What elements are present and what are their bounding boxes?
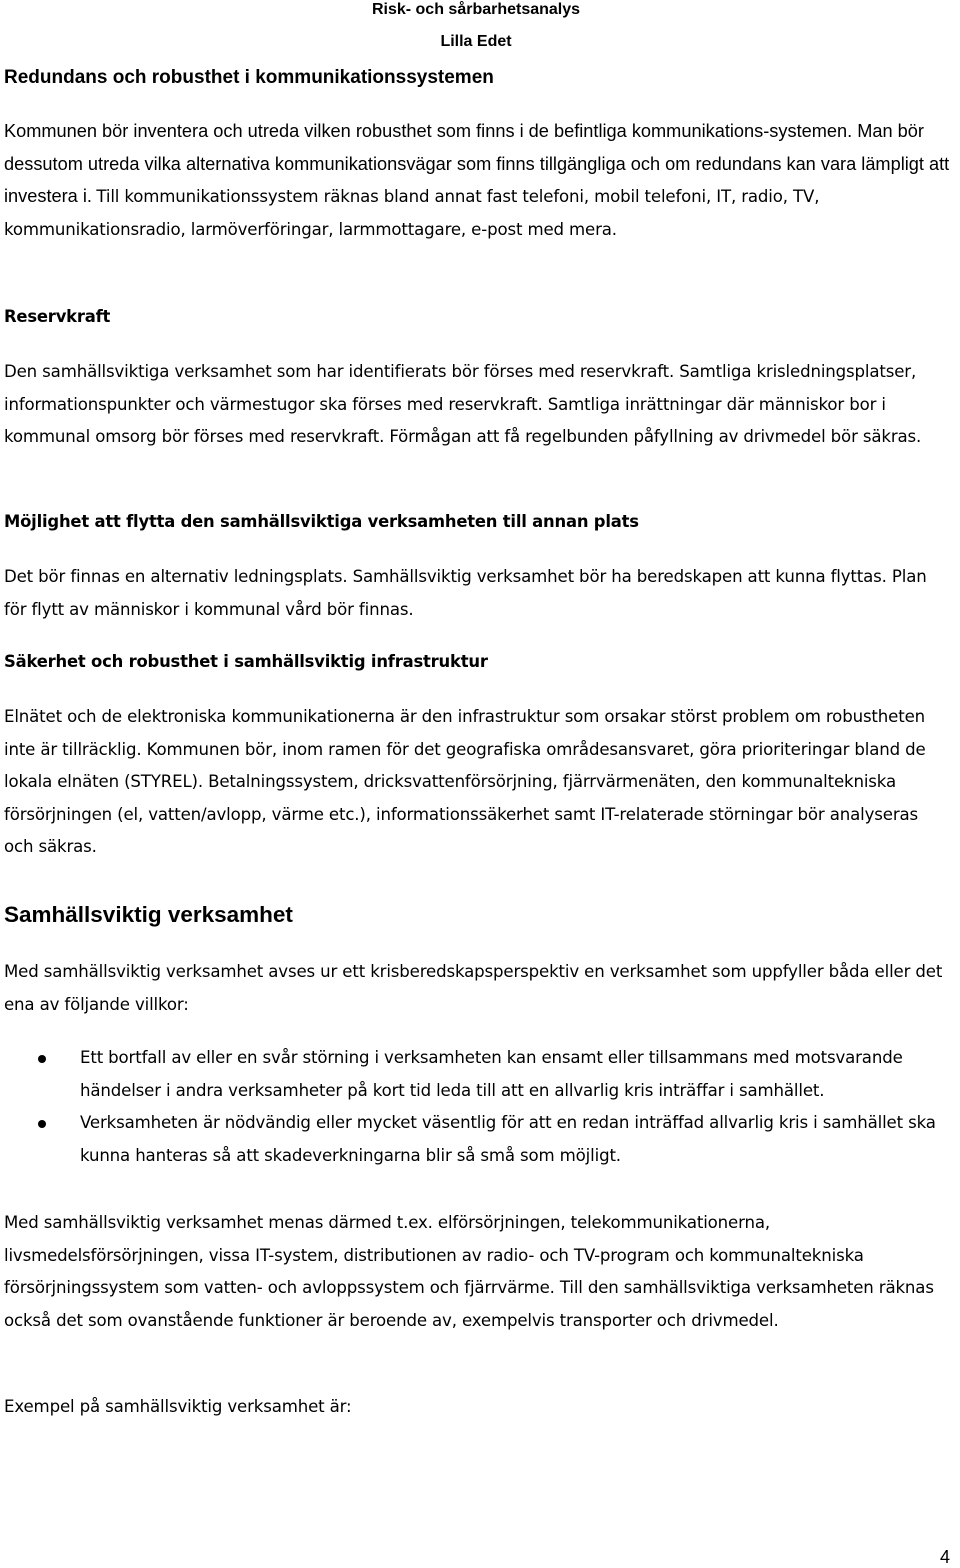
list-item <box>0 1107 948 1172</box>
list-item <box>0 1042 948 1107</box>
section-heading-infrastruktur: Säkerhet och robusthet i samhällsviktig infrastruktur <box>4 652 488 671</box>
document-title: Risk- och sårbarhetsanalys <box>371 1 581 18</box>
list-item-text: Ett bortfall av eller en svår störning i verksamheten kan ensamt eller tillsammans med motsvarande händelser i andra verksamheter på kort tid leda till att en allvarlig kris inträffar i samhället. <box>80 1048 903 1100</box>
paragraph-examples-intro: Exempel på samhällsviktig verksamhet är: <box>4 1397 352 1416</box>
paragraph-samhallsviktig-examples: Med samhällsviktig verksamhet menas därmed t.ex. elförsörjningen, telekommunikationerna, livsmedelsförsörjningen, vissa IT-system, distributionen av radio- och TV-program och kommunaltekniska försörjningssystem som vatten- och avloppssystem och fjärrvärme. Till den samhällsviktiga verksamheten räknas också det som ovanstående funktioner är beroende av, exempelvis transporter och drivmedel. <box>4 1213 934 1330</box>
paragraph-redundans <box>4 115 952 246</box>
paragraph-redundans-part1: Kommunen bör inventera och utreda vilken robusthet som finns i de befintliga kommunikations-systemen. Man bör dessutom utreda vilka alternativa kommunikationsvägar som finns tillgängliga och om redundans kan vara lämpligt att investera i. <box>4 121 950 206</box>
paragraph-infrastruktur: Elnätet och de elektroniska kommunikationerna är den infrastruktur som orsakar störst problem om robustheten inte är tillräcklig. Kommunen bör, inom ramen för det geografiska områdesansvaret, göra prioriteringar bland de lokala elnäten (STYREL). Betalningssystem, dricksvattenförsörjning, fjärrvärmenäten, den kommunaltekniska försörjningen (el, vatten/avlopp, värme etc.), informationssäkerhet samt IT-relaterade störningar bör analyseras och säkras. <box>4 707 926 856</box>
list-item-text: Verksamheten är nödvändig eller mycket väsentlig för att en redan inträffad allvarlig kris i samhället ska kunna hanteras så att skadeverkningarna blir så små som möjligt. <box>80 1113 936 1165</box>
section-heading-flytta: Möjlighet att flytta den samhällsviktiga verksamheten till annan plats <box>4 512 639 531</box>
paragraph-samhallsviktig-intro: Med samhällsviktig verksamhet avses ur ett krisberedskapsperspektiv en verksamhet som uppfyller båda eller det ena av följande villkor: <box>4 962 943 1014</box>
section-heading-reservkraft: Reservkraft <box>4 307 111 326</box>
paragraph-reservkraft: Den samhällsviktiga verksamhet som har identifierats bör förses med reservkraft. Samtliga krisledningsplatser, informationspunkter och värmestugor ska förses med reservkraft. Samtliga inrättningar där människor bor i kommunal omsorg bör förses med reservkraft. Förmågan att få regelbunden påfyllning av drivmedel bör säkras. <box>4 362 922 446</box>
municipality-name: Lilla Edet <box>440 33 512 50</box>
bullet-icon <box>38 1120 46 1128</box>
bullet-icon <box>38 1055 46 1063</box>
criteria-list <box>0 1042 948 1172</box>
paragraph-flytta: Det bör finnas en alternativ ledningsplats. Samhällsviktig verksamhet bör ha beredskapen att kunna flyttas. Plan för flytt av människor i kommunal vård bör finnas. <box>4 567 927 619</box>
paragraph-redundans-part2: Till kommunikationssystem räknas bland annat fast telefoni, mobil telefoni, IT, radio, TV, kommunikationsradio, larmöverföringar, larmmottagare, e-post med mera. <box>4 187 820 239</box>
section-heading-redundans: Redundans och robusthet i kommunikationssystemen <box>4 67 494 88</box>
page-number: 4 <box>940 1547 951 1567</box>
section-heading-samhallsviktig: Samhällsviktig verksamhet <box>4 902 293 927</box>
